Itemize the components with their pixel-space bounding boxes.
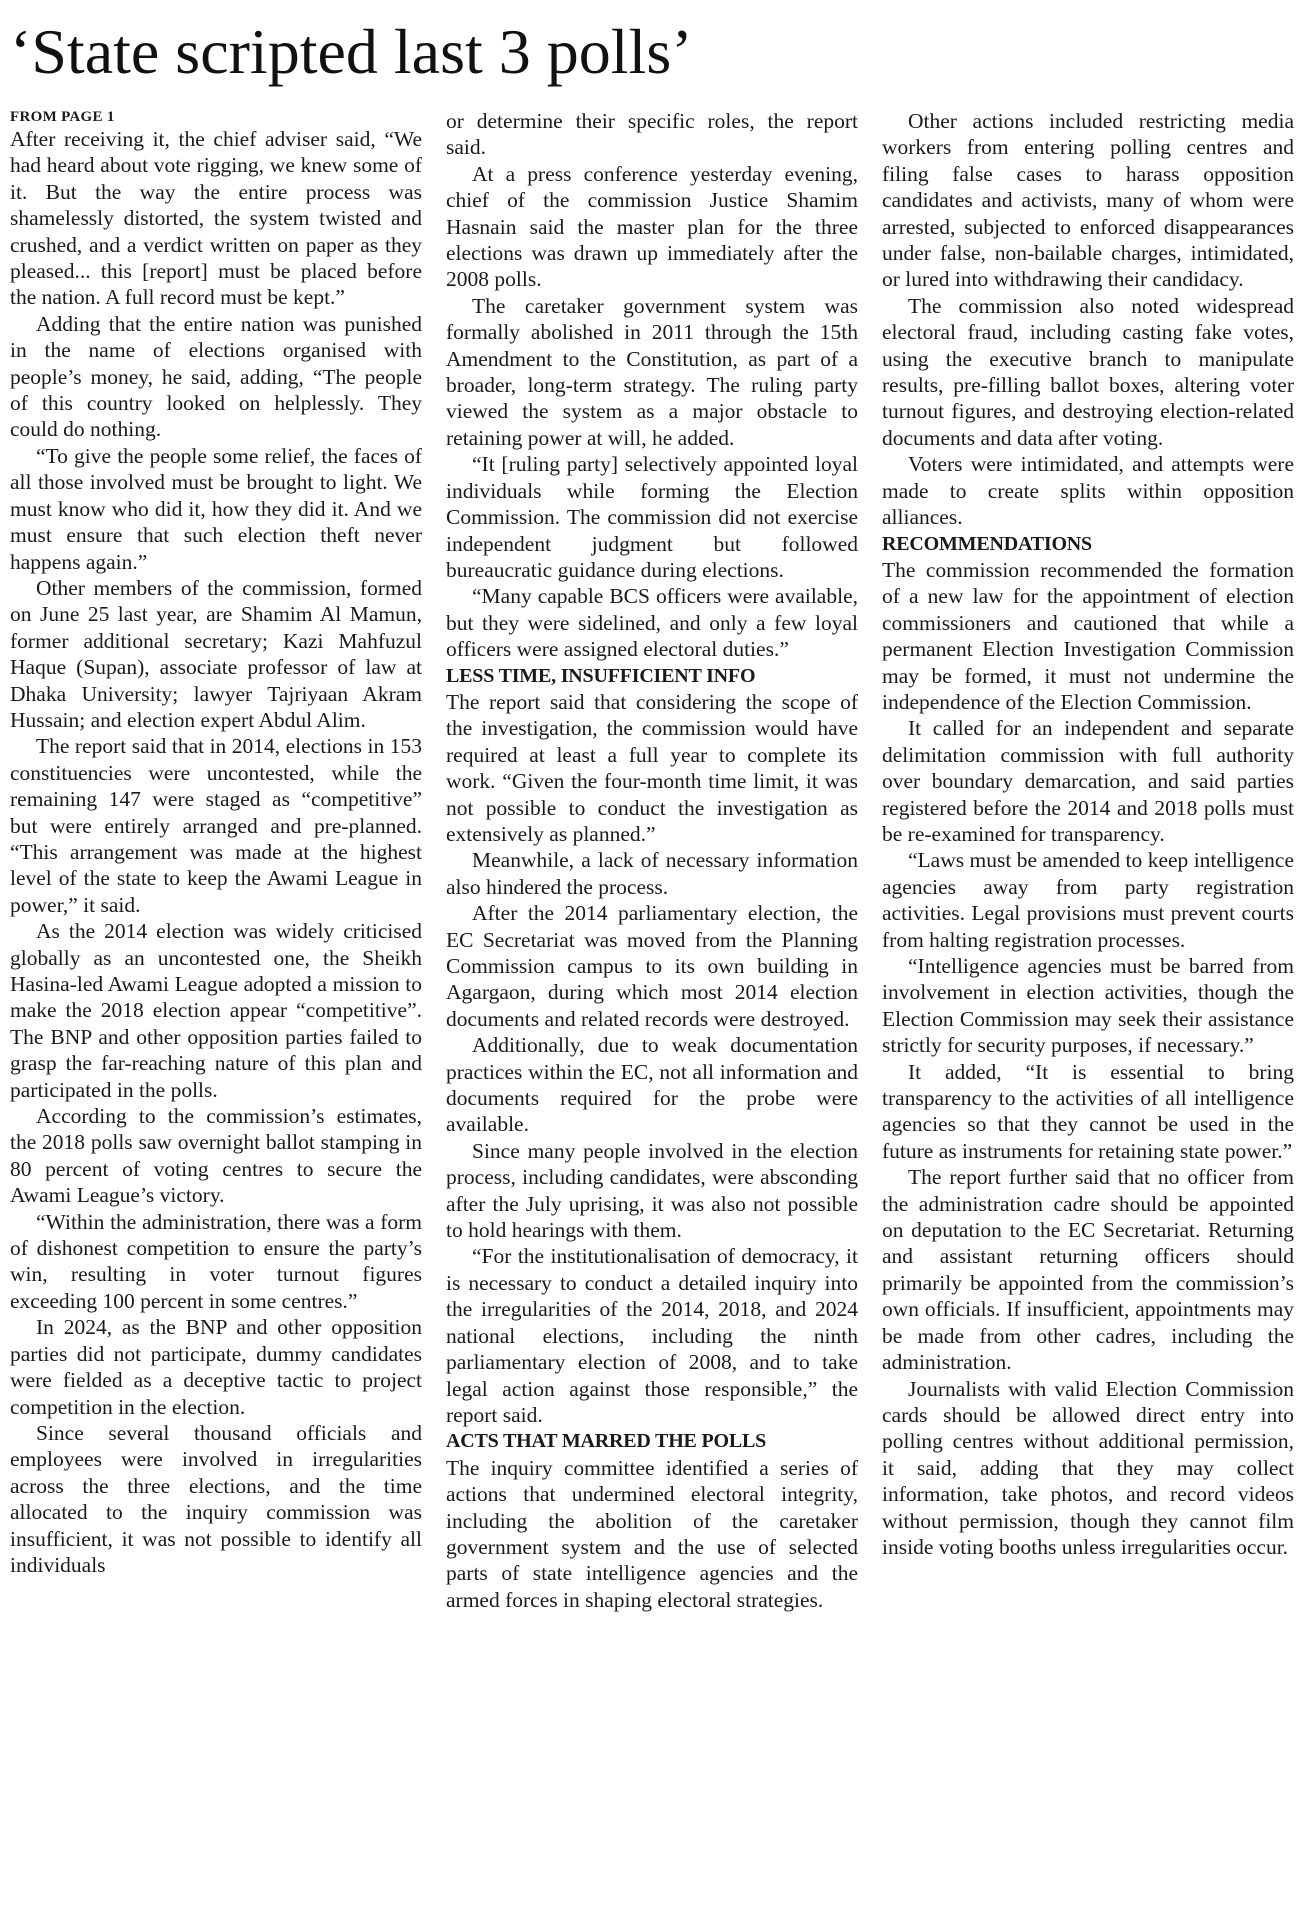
paragraph: “It [ruling party] selectively appointed loyal individuals while forming the Election Commission. The commission did not exercise independent judgment but followed bureaucratic guidance during elections. — [446, 452, 858, 582]
column-2 — [446, 108, 858, 1908]
paragraph: Journalists with valid Election Commission cards should be allowed direct entry into polling centres without additional permission, it said, adding that they may collect information, take photos, and record videos without permission, though they cannot film inside voting booths unless irregularities occur. — [882, 1376, 1294, 1559]
subheading: RECOMMENDATIONS — [882, 532, 1092, 555]
paragraph: It added, “It is essential to bring transparency to the activities of all intelligence agencies so that they cannot be used in the future as instruments for retaining state power.” — [882, 1059, 1294, 1163]
paragraph: Meanwhile, a lack of necessary information also hindered the process. — [446, 848, 858, 899]
paragraph: After receiving it, the chief adviser said, “We had heard about vote rigging, we knew some of it. But the way the entire process was shamelessly distorted, the system twisted and crushed, and a verdict written on paper as they pleased... this [report] must be placed before the nation. A full record must be kept.” — [10, 127, 422, 310]
paragraph: “For the institutionalisation of democracy, it is necessary to conduct a detailed inquiry into the irregularities of the 2014, 2018, and 2024 national elections, including the ninth parliamentary election of 2008, and to take legal action against those responsible,” the report said. — [446, 1244, 858, 1427]
paragraph: The commission also noted widespread electoral fraud, including casting fake votes, using the executive branch to manipulate results, pre-filling ballot boxes, altering voter turnout figures, and destroying election-related documents and data after voting. — [882, 293, 1294, 450]
paragraph: It called for an independent and separate delimitation commission with full authority over boundary demarcation, and said parties registered before the 2014 and 2018 polls must be re-examined for transparency. — [882, 716, 1294, 846]
paragraph: The report said that in 2014, elections in 153 constituencies were uncontested, while the remaining 147 were staged as “competitive” but were entirely arranged and pre-planned. “This arrangement was made at the highest level of the state to keep the Awami League in power,” it said. — [10, 734, 422, 917]
paragraph: As the 2014 election was widely criticised globally as an uncontested one, the Sheikh Hasina-led Awami League adopted a mission to make the 2018 election appear “competitive”. The BNP and other opposition parties failed to grasp the far-reaching nature of this plan and participated in the polls. — [10, 919, 422, 1102]
column-3 — [882, 108, 1294, 1908]
paragraph: The caretaker government system was formally abolished in 2011 through the 15th Amendment to the Constitution, as part of a broader, long-term strategy. The ruling party viewed the system as a major obstacle to retaining power at will, he added. — [446, 293, 858, 450]
paragraph: “Within the administration, there was a form of dishonest competition to ensure the party’s win, resulting in voter turnout figures exceeding 100 percent in some centres.” — [10, 1209, 422, 1313]
paragraph: Voters were intimidated, and attempts were made to create splits within opposition alliances. — [882, 452, 1294, 530]
paragraph: “Intelligence agencies must be barred from involvement in election activities, though the Election Commission may seek their assistance strictly for security purposes, if necessary.” — [882, 954, 1294, 1058]
paragraph: The report further said that no officer from the administration cadre should be appointed on deputation to the EC Secretariat. Returning and assistant returning officers should primarily be appointed from the commission’s own officials. If insufficient, appointments may be made from other cadres, including the administration. — [882, 1165, 1294, 1375]
paragraph: Since several thousand officials and employees were involved in irregularities across the three elections, and the time allocated to the inquiry commission was insufficient, it was not possible to identify all individuals — [10, 1420, 422, 1577]
paragraph: “Many capable BCS officers were available, but they were sidelined, and only a few loyal officers were assigned electoral duties.” — [446, 584, 858, 662]
paragraph: According to the commission’s estimates, the 2018 polls saw overnight ballot stamping in 80 percent of voting centres to secure the Awami League’s victory. — [10, 1104, 422, 1208]
subheading: ACTS THAT MARRED THE POLLS — [446, 1430, 767, 1453]
column-1 — [10, 108, 422, 1908]
paragraph: or determine their specific roles, the report said. — [446, 109, 858, 160]
paragraph: Since many people involved in the election process, including candidates, were absconding after the July uprising, it was also not possible to hold hearings with them. — [446, 1138, 858, 1243]
jump-label: FROM PAGE 1 — [10, 109, 115, 125]
paragraph: The inquiry committee identified a series of actions that undermined electoral integrity, including the abolition of the caretaker government system and the use of selected parts of state intelligence agencies and the armed forces in shaping electoral strategies. — [446, 1455, 858, 1612]
paragraph: “To give the people some relief, the faces of all those involved must be brought to light. We must know who did it, how they did it. And we must ensure that such election theft never happens again.” — [10, 443, 422, 574]
paragraph: Adding that the entire nation was punished in the name of elections organised with people’s money, he said, adding, “The people of this country looked on helplessly. They could do nothing. — [10, 311, 422, 442]
paragraph: In 2024, as the BNP and other opposition parties did not participate, dummy candidates were fielded as a deceptive tactic to project competition in the election. — [10, 1315, 422, 1419]
paragraph: “Laws must be amended to keep intelligence agencies away from party registration activities. Legal provisions must prevent courts from halting registration processes. — [882, 848, 1294, 952]
paragraph: The report said that considering the scope of the investigation, the commission would have required at least a full year to complete its work. “Given the four-month time limit, it was not possible to conduct the investigation as extensively as planned.” — [446, 689, 858, 846]
paragraph: Other actions included restricting media workers from entering polling centres and filing false cases to harass opposition candidates and activists, many of whom were arrested, subjected to enforced disappearances under false, non-bailable charges, intimidated, or lured into withdrawing their candidacy. — [882, 109, 1294, 292]
paragraph: After the 2014 parliamentary election, the EC Secretariat was moved from the Planning Commission campus to its own building in Agargaon, during which most 2014 election documents and related records were destroyed. — [446, 901, 858, 1031]
article-body — [10, 108, 1298, 1908]
paragraph: At a press conference yesterday evening, chief of the commission Justice Shamim Hasnain said the master plan for the three elections was drawn up immediately after the 2008 polls. — [446, 161, 858, 292]
paragraph: Additionally, due to weak documentation practices within the EC, not all information and documents required for the probe were available. — [446, 1033, 858, 1137]
subheading: LESS TIME, INSUFFICIENT INFO — [446, 664, 756, 687]
headline: ‘State scripted last 3 polls’ — [10, 16, 693, 87]
paragraph: Other members of the commission, formed on June 25 last year, are Shamim Al Mamun, former additional secretary; Kazi Mahfuzul Haque (Supan), associate professor of law at Dhaka University; lawyer Tajriyaan Akram Hussain; and election expert Abdul Alim. — [10, 575, 422, 732]
paragraph: The commission recommended the formation of a new law for the appointment of election commissioners and cautioned that while a permanent Election Investigation Commission may be formed, it must not undermine the independence of the Election Commission. — [882, 557, 1294, 714]
